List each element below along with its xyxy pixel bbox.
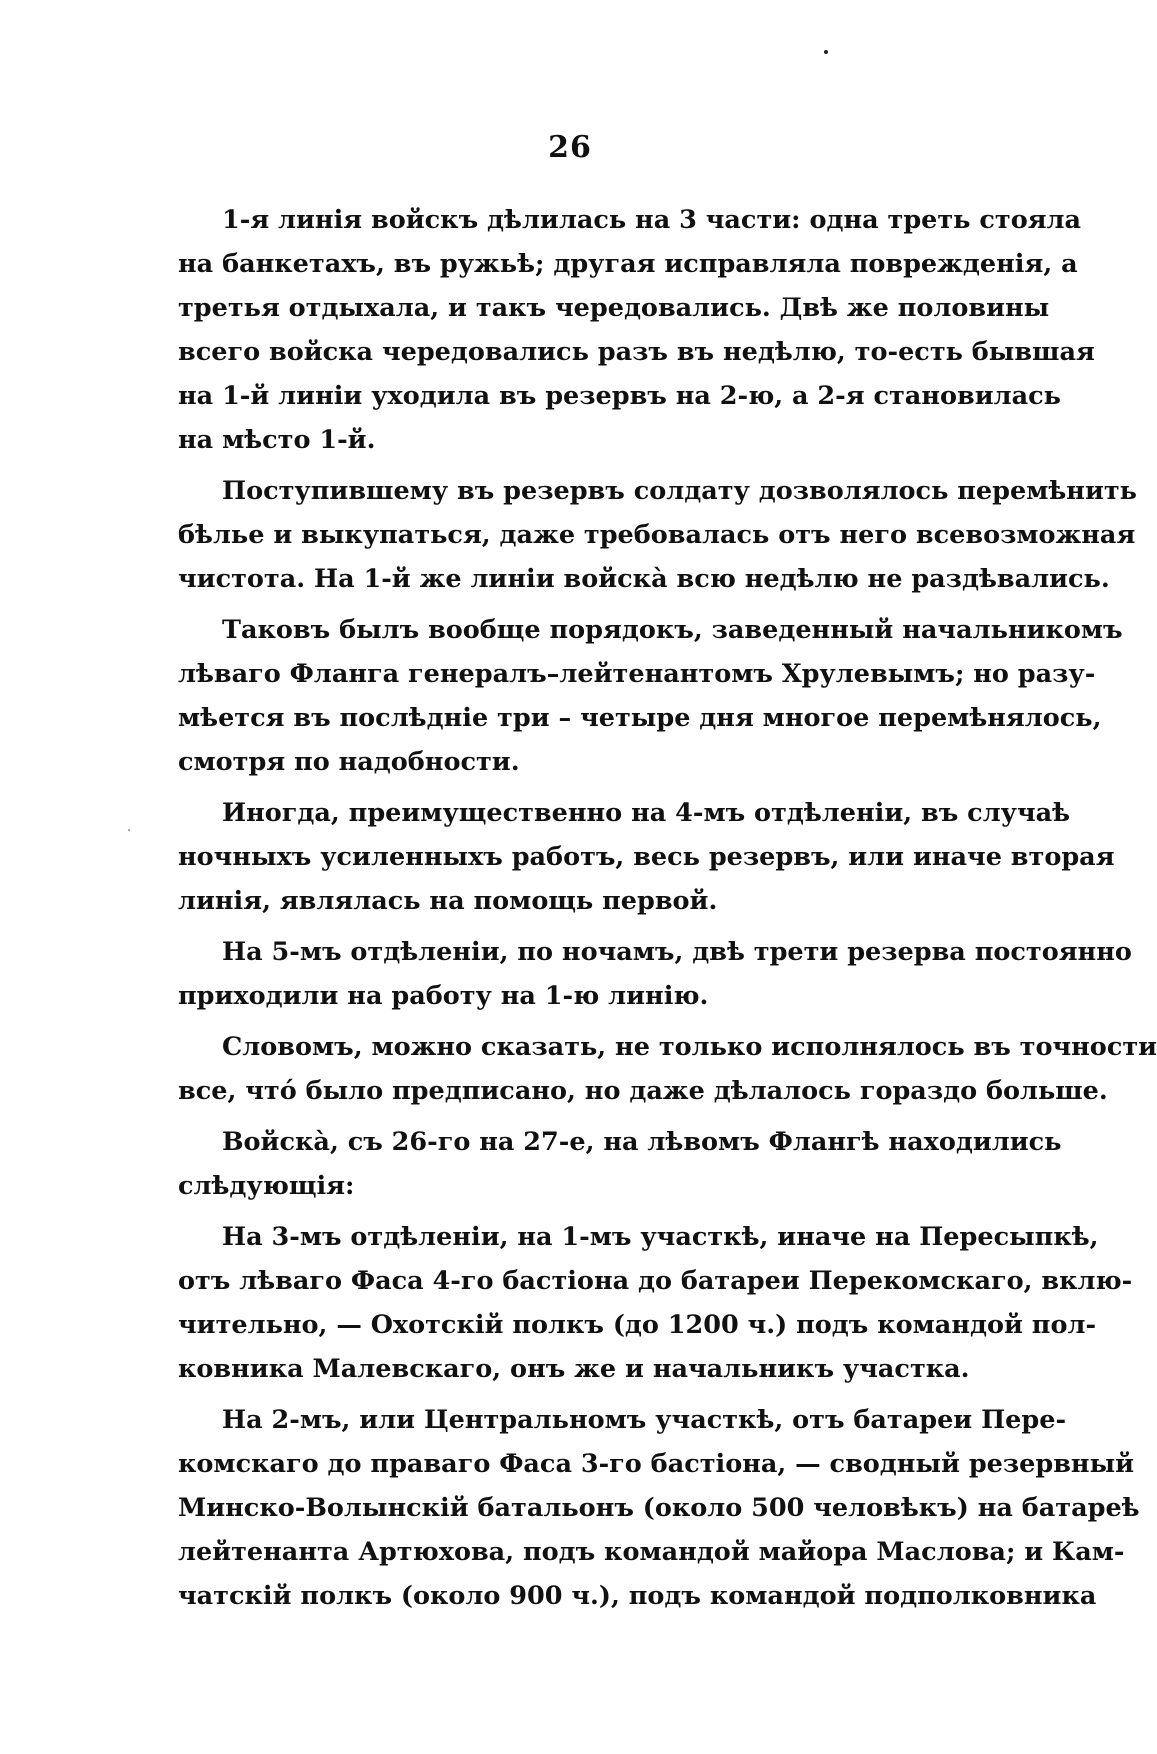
paragraph — [178, 1120, 1062, 1208]
text-line: лѣваго Фланга генералъ–лейтенантомъ Хрулевымъ; но разу- — [178, 659, 1096, 689]
text-line: Войскà, съ 26-го на 27-е, на лѣвомъ Флангѣ находились — [222, 1127, 1062, 1157]
text-line: третья отдыхала, и такъ чередовались. Двѣ же половины — [178, 293, 1050, 323]
paragraph — [178, 1025, 1157, 1113]
ink-speck — [824, 50, 828, 54]
text-line: все, чтó было предписано, но даже дѣлалось гораздо больше. — [178, 1076, 1108, 1106]
text-line: ночныхъ усиленныхъ работъ, весь резервъ, или иначе вторая — [178, 842, 1115, 872]
text-line: на 1-й линіи уходила въ резервъ на 2-ю, а 2-я становилась — [178, 381, 1061, 411]
text-line: на банкетахъ, въ ружьѣ; другая исправляла поврежденія, а — [178, 249, 1078, 279]
text-line: ковника Малевскаго, онъ же и начальникъ участка. — [178, 1354, 970, 1384]
text-line: смотря по надобности. — [178, 747, 520, 777]
text-line: чатскій полкъ (около 900 ч.), подъ командой подполковника — [178, 1581, 1097, 1611]
paragraph — [178, 930, 1132, 1018]
text-line: чительно, — Охотскій полкъ (до 1200 ч.) подъ командой пол- — [178, 1310, 1097, 1340]
paragraph — [178, 198, 1095, 462]
text-line: всего войска чередовались разъ въ недѣлю, то-есть бывшая — [178, 337, 1095, 367]
text-line: на мѣсто 1-й. — [178, 425, 376, 455]
text-line: Иногда, преимущественно на 4-мъ отдѣленіи, въ случаѣ — [222, 798, 1071, 828]
body-text — [178, 198, 1157, 1625]
text-line: мѣется въ послѣдніе три – четыре дня многое перемѣнялось, — [178, 703, 1102, 733]
text-line: Поступившему въ резервъ солдату дозволялось перемѣнить — [222, 476, 1137, 506]
text-line: приходили на работу на 1-ю линію. — [178, 981, 709, 1011]
text-line: Словомъ, можно сказать, не только исполнялось въ точности — [222, 1032, 1157, 1062]
paragraph — [178, 1398, 1140, 1618]
text-line: чистота. На 1-й же линіи войскà всю недѣлю не раздѣвались. — [178, 564, 1110, 594]
page-number: 26 — [548, 130, 592, 165]
text-line: Минско-Волынскій батальонъ (около 500 человѣкъ) на батареѣ — [178, 1493, 1140, 1523]
text-line: На 3-мъ отдѣленіи, на 1-мъ участкѣ, иначе на Пересыпкѣ, — [222, 1222, 1099, 1252]
text-line: На 2-мъ, или Центральномъ участкѣ, отъ батареи Пере- — [222, 1405, 1067, 1435]
text-line: отъ лѣваго Фаса 4-го бастіона до батареи Перекомскаго, вклю- — [178, 1266, 1133, 1296]
text-line: 1-я линія войскъ дѣлилась на 3 части: одна треть стояла — [222, 205, 1082, 235]
paragraph — [178, 791, 1115, 923]
text-line: линія, являлась на помощь первой. — [178, 886, 718, 916]
text-line: комскаго до праваго Фаса 3-го бастіона, — сводный резервный — [178, 1449, 1135, 1479]
paragraph — [178, 469, 1137, 601]
text-line: слѣдующія: — [178, 1171, 355, 1201]
ink-speck — [128, 829, 130, 831]
text-line: На 5-мъ отдѣленіи, по ночамъ, двѣ трети резерва постоянно — [222, 937, 1132, 967]
text-line: бѣлье и выкупаться, даже требовалась отъ него всевозможная — [178, 520, 1136, 550]
text-line: лейтенанта Артюхова, подъ командой майора Маслова; и Кам- — [178, 1537, 1125, 1567]
paragraph — [178, 1215, 1133, 1391]
text-line: Таковъ былъ вообще порядокъ, заведенный начальникомъ — [222, 615, 1123, 645]
paragraph — [178, 608, 1123, 784]
